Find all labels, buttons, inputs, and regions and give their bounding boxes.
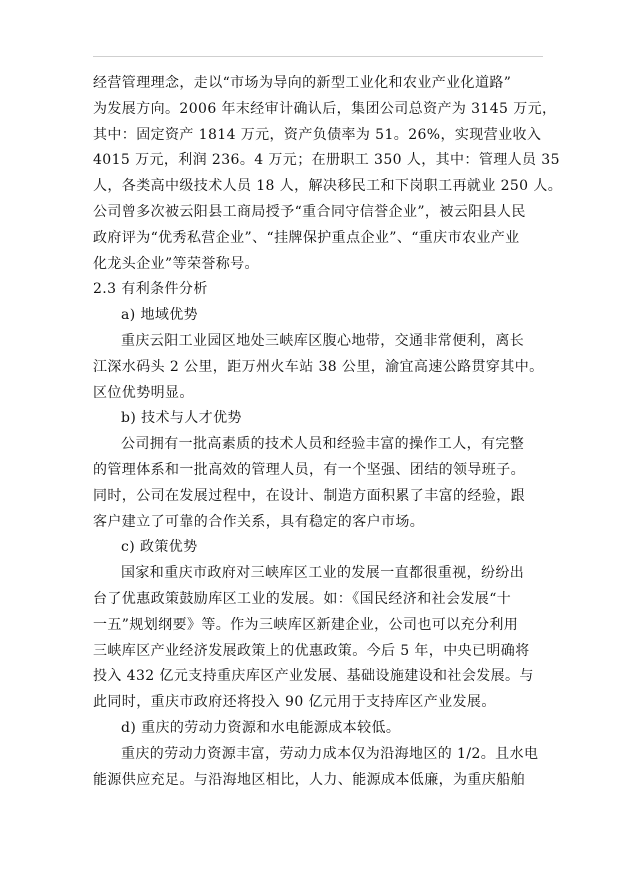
body-text-line: 能源供应充足。与沿海地区相比，人力、能源成本低廉，为重庆船舶 [93, 771, 525, 788]
body-text-line: 此同时，重庆市政府还将投入 90 亿元用于支持库区产业发展。 [93, 694, 496, 711]
body-text-line: 4015 万元，利润 236。4 万元；在册职工 350 人，其中：管理人员 35 [93, 152, 560, 169]
body-text-line: 公司拥有一批高素质的技术人员和经验丰富的操作工人，有完整 [121, 436, 525, 453]
body-text-line: 一五”规划纲要》等。作为三峡库区新建企业，公司也可以充分利用 [93, 616, 519, 633]
body-text-line: 的管理体系和一批高效的管理人员，有一个坚强、团结的领导班子。 [93, 461, 525, 478]
body-text-line: 国家和重庆市政府对三峡库区工业的发展一直都很重视，纷纷出 [121, 565, 525, 582]
subsection-heading: c) 政策优势 [121, 539, 198, 556]
body-text-line: 江深水码头 2 公里，距万州火车站 38 公里，渝宜高速公路贯穿其中。 [93, 358, 544, 375]
body-text-line: 投入 432 亿元支持重庆库区产业发展、基础设施建设和社会发展。与 [93, 668, 534, 685]
body-text-line: 为发展方向。2006 年末经审计确认后，集团公司总资产为 3145 万元， [93, 100, 557, 117]
body-text-line: 区位优势明显。 [93, 384, 194, 401]
section-heading: 2.3 有利条件分析 [93, 281, 208, 298]
body-text-line: 经营管理理念，走以“市场为导向的新型工业化和农业产业化道路” [93, 75, 512, 91]
subsection-heading: a) 地域优势 [121, 307, 199, 324]
subsection-heading: d) 重庆的劳动力资源和水电能源成本较低。 [121, 719, 401, 736]
body-text-line: 客户建立了可靠的合作关系，具有稳定的客户市场。 [93, 513, 425, 530]
subsection-heading: b) 技术与人才优势 [121, 410, 242, 427]
body-text-line: 重庆云阳工业园区地处三峡库区腹心地带，交通非常便利，离长 [121, 332, 525, 349]
body-text-line: 化龙头企业”等荣誉称号。 [93, 255, 259, 272]
body-text-line: 同时，公司在发展过程中，在设计、制造方面积累了丰富的经验，跟 [93, 487, 525, 504]
body-text-line: 三峡库区产业经济发展政策上的优惠政策。今后 5 年，中央已明确将 [93, 642, 530, 659]
document-body [93, 71, 563, 793]
body-text-line: 人，各类高中级技术人员 18 人，解决移民工和下岗职工再就业 250 人。 [93, 178, 563, 195]
body-text-line: 公司曾多次被云阳县工商局授予“重合同守信誉企业”，被云阳县人民 [93, 203, 526, 220]
body-text-line: 台了优惠政策鼓励库区工业的发展。如：《国民经济和社会发展“十 [93, 590, 512, 607]
body-text-line: 其中：固定资产 1814 万元，资产负债率为 51。26%，实现营业收入 [93, 126, 542, 143]
body-text-line: 重庆的劳动力资源丰富，劳动力成本仅为沿海地区的 1/2。且水电 [121, 745, 539, 762]
body-text-line: 政府评为“优秀私营企业”、“挂牌保护重点企业”、“重庆市农业产业 [93, 229, 520, 246]
page-header-rule [93, 56, 543, 57]
